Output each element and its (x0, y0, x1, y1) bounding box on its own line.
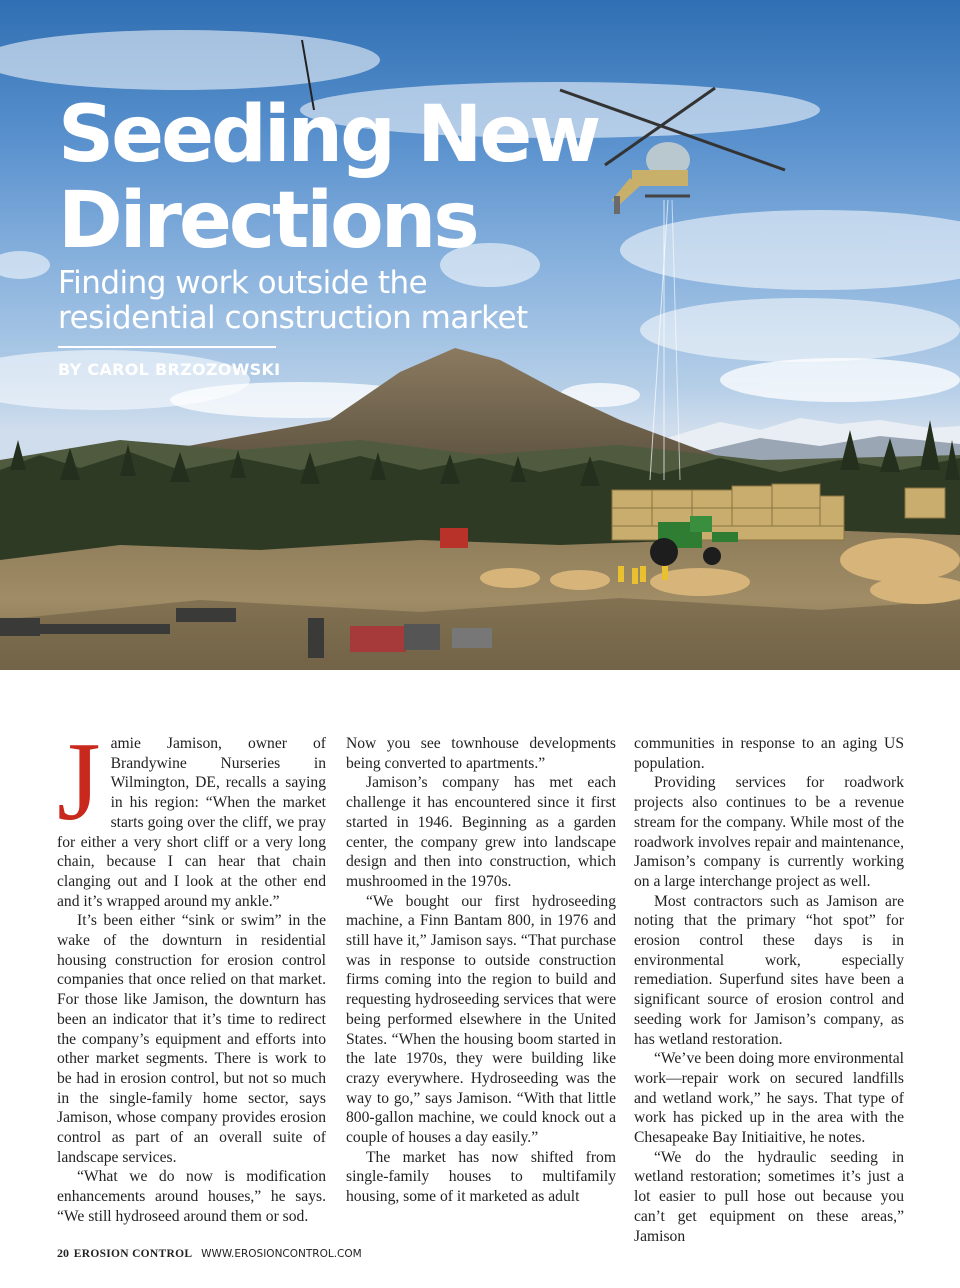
magazine-name: EROSION CONTROL (73, 1248, 193, 1260)
drop-cap: J (57, 720, 101, 844)
article-title (58, 92, 598, 264)
paragraph: The market has now shifted from single-family houses to multifamily housing, some of it marketed as adult (346, 1148, 616, 1206)
magazine-url: WWW.EROSIONCONTROL.COM (201, 1248, 362, 1260)
paragraph: It’s been either “sink or swim” in the wake of the downturn in residential housing construction for erosion control companies that once relied on that market. For those like Jamison, the downturn has been an indicator that it’s time to redirect the company’s equipment and efforts into other market segments. There is work to be had in erosion control, but not so much in the single-family home sector, says Jamison, whose company provides erosion control as part of an overall suite of landscape services. (57, 912, 326, 1166)
red-skidsteer (440, 528, 468, 548)
text-column-1 (57, 720, 326, 1227)
paragraph: “We bought our first hydroseeding machine, a Finn Bantam 800, in 1976 and still have it,” Jamison says. “That purchase was in response to outside construction firms coming into the region to build and requesting hydroseeding services that were being performed elsewhere in the United States. “When the housing boom started in the late 1970s, they were building like crazy everywhere. Hydroseeding was the way to go,” says Jamison. “With that little 800-gallon machine, we could knock out a couple of houses a day easily.” (346, 892, 616, 1147)
page-number: 20 (57, 1246, 69, 1260)
text-column-2 (346, 734, 616, 1207)
paragraph: amie Jamison, owner of Brandywine Nurseries in Wilmington, DE, recalls a saying in his region: “When the market starts going over the cliff, we pray for either a very short cliff or a very long chain, because I can hear that chain clanging out and I look at the other end and it’s wrapped around my ankle.” (57, 735, 326, 910)
page-footer (57, 1246, 362, 1261)
article-subtitle-line2: residential construction market (58, 300, 528, 336)
paragraph: Now you see townhouse developments being converted to apartments.” (346, 735, 616, 772)
article-title-line2: Directions (58, 176, 477, 266)
article-subtitle (58, 266, 528, 336)
paragraph: communities in response to an aging US population. (634, 735, 904, 772)
paragraph: “What we do now is modification enhancements around houses,” he says. “We still hydroseed around them or sod. (57, 1168, 326, 1225)
paragraph: “We’ve been doing more environmental work—repair work on secured landfills and wetland work,” he says. That type of work has picked up in the area with the Chesapeake Bay Initiaitive, he notes. (634, 1050, 904, 1147)
paragraph: Providing services for roadwork projects also continues to be a revenue stream for the company. While most of the roadwork involves repair and maintenance, Jamison’s company is currently working on a large interchange project as well. (634, 774, 904, 890)
paragraph: Jamison’s company has met each challenge it has encountered since it first started in 1946. Beginning as a garden center, the company grew into landscape design and then into construction, which mushroomed in the 1970s. (346, 774, 616, 890)
article-title-line1: Seeding New (58, 90, 599, 180)
text-column-3 (634, 734, 904, 1246)
byline: BY CAROL BRZOZOWSKI (58, 360, 281, 379)
paragraph: “We do the hydraulic seeding in wetland restoration; sometimes it’s just a lot easier to pull hose out because you can’t get equipment on these areas,” Jamison (634, 1148, 904, 1245)
byline-divider (58, 346, 276, 348)
paragraph: Most contractors such as Jamison are noting that the primary “hot spot” for erosion control these days is in environmental work, especially remediation. Superfund sites have been a significant source of erosion control and seeding work for Jamison’s company, as has wetland restoration. (634, 892, 904, 1048)
article-subtitle-line1: Finding work outside the (58, 265, 428, 301)
